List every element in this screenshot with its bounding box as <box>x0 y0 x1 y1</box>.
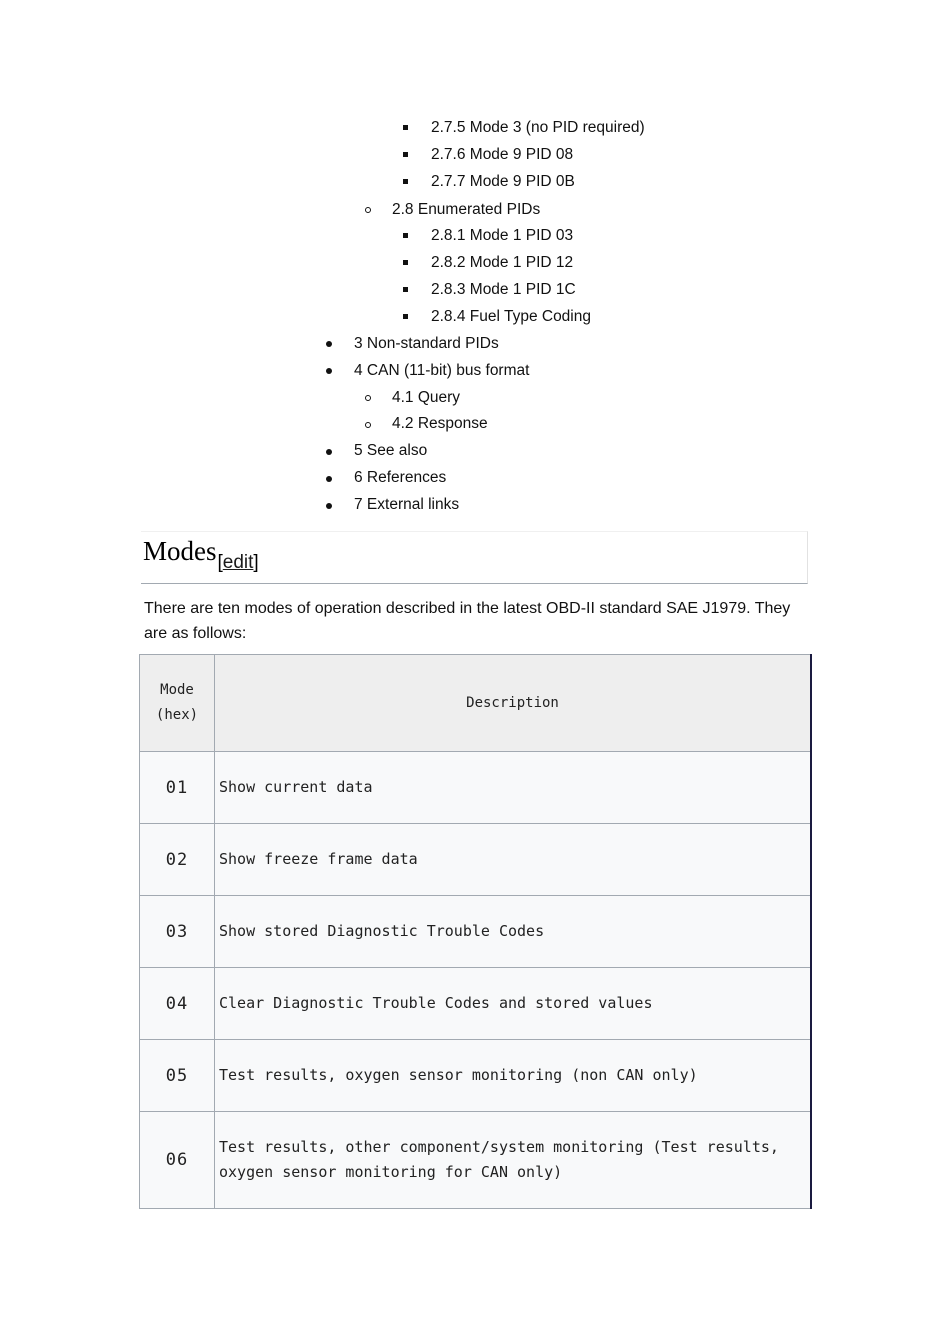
toc-disc-bullet <box>326 449 332 455</box>
toc-square-bullet <box>403 179 408 184</box>
toc-link[interactable]: 5 See also <box>354 442 428 459</box>
table-header-row <box>140 655 812 752</box>
section-title: Modes <box>143 536 217 566</box>
table-row <box>140 1040 812 1112</box>
toc-square-bullet <box>403 152 408 157</box>
edit-bracket-close: ] <box>253 552 259 573</box>
header-description: Description <box>215 655 812 752</box>
toc-square-bullet <box>403 125 408 130</box>
toc-link[interactable]: 3 Non-standard PIDs <box>354 335 499 352</box>
toc-link[interactable]: 4 CAN (11-bit) bus format <box>354 362 530 379</box>
mode-description: Test results, other component/system monitoring (Test results, oxygen sensor monitoring for CAN only) <box>215 1112 812 1209</box>
toc-circle-bullet <box>365 207 371 213</box>
toc-disc-bullet <box>326 503 332 509</box>
mode-code: 03 <box>140 896 215 968</box>
table-row <box>140 1112 812 1209</box>
mode-code: 04 <box>140 968 215 1040</box>
toc-circle-bullet <box>365 395 371 401</box>
toc-link[interactable]: 2.8 Enumerated PIDs <box>392 201 541 218</box>
toc-link[interactable]: 6 References <box>354 469 447 486</box>
toc-link[interactable]: 2.7.7 Mode 9 PID 0B <box>431 173 575 190</box>
edit-link[interactable]: edit <box>222 552 254 573</box>
mode-code: 01 <box>140 752 215 824</box>
toc-circle-bullet <box>365 422 371 428</box>
table-row <box>140 968 812 1040</box>
toc-disc-bullet <box>326 341 332 347</box>
toc-link[interactable]: 4.2 Response <box>392 415 488 432</box>
toc-link[interactable]: 7 External links <box>354 496 460 513</box>
header-hex-label: (hex) <box>155 707 199 723</box>
mode-description: Show freeze frame data <box>215 824 812 896</box>
edit-link-wrapper <box>218 552 259 573</box>
edit-bracket-open: [ <box>217 552 223 573</box>
header-mode-label: Mode <box>160 682 194 698</box>
table-row <box>140 752 812 824</box>
toc-link[interactable]: 2.8.4 Fuel Type Coding <box>431 308 591 325</box>
toc-square-bullet <box>403 260 408 265</box>
toc-link[interactable]: 4.1 Query <box>392 389 461 406</box>
modes-table <box>139 654 812 1209</box>
header-mode-hex <box>140 655 215 752</box>
toc-link[interactable]: 2.8.2 Mode 1 PID 12 <box>431 254 574 271</box>
mode-description: Show current data <box>215 752 812 824</box>
table-row <box>140 896 812 968</box>
toc-disc-bullet <box>326 476 332 482</box>
toc-square-bullet <box>403 233 408 238</box>
mode-description: Test results, oxygen sensor monitoring (non CAN only) <box>215 1040 812 1112</box>
toc-square-bullet <box>403 287 408 292</box>
mode-code: 05 <box>140 1040 215 1112</box>
toc-link[interactable]: 2.7.5 Mode 3 (no PID required) <box>431 119 645 136</box>
mode-description: Show stored Diagnostic Trouble Codes <box>215 896 812 968</box>
toc-link[interactable]: 2.8.1 Mode 1 PID 03 <box>431 227 574 244</box>
toc-square-bullet <box>403 314 408 319</box>
mode-code: 06 <box>140 1112 215 1209</box>
toc-disc-bullet <box>326 368 332 374</box>
section-heading <box>143 534 259 572</box>
mode-code: 02 <box>140 824 215 896</box>
mode-description: Clear Diagnostic Trouble Codes and stored values <box>215 968 812 1040</box>
table-row <box>140 824 812 896</box>
intro-paragraph: There are ten modes of operation described in the latest OBD-II standard SAE J1979. They are as follows: <box>144 600 791 642</box>
toc-link[interactable]: 2.8.3 Mode 1 PID 1C <box>431 281 576 298</box>
toc-link[interactable]: 2.7.6 Mode 9 PID 08 <box>431 146 574 163</box>
